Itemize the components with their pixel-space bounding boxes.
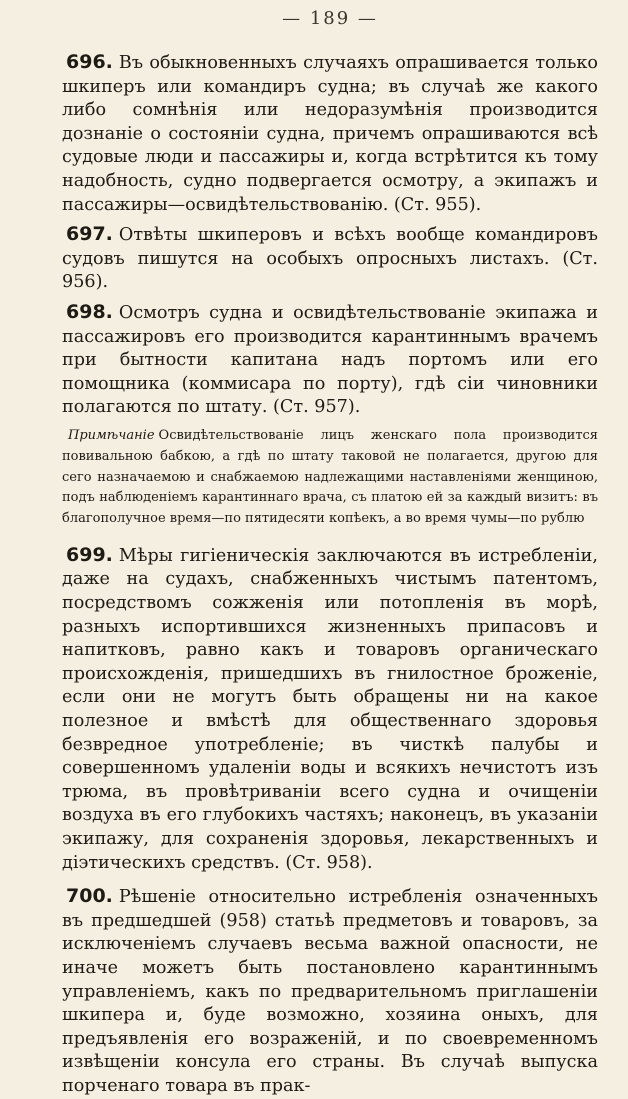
article-number: 699.: [66, 543, 113, 566]
article-number: 696.: [66, 51, 113, 73]
article-number: 700.: [66, 885, 113, 908]
article-text: Отвѣты шкиперовъ и всѣхъ вообще командировъ судовъ пишутся на особыхъ опросныхъ листахъ. (Ст. 956).: [62, 225, 598, 293]
article-700: [62, 885, 598, 1098]
article-699: [62, 544, 598, 875]
note-text: Освидѣтельствованіе лицъ женскаго пола производится повивальною бабкою, а гдѣ по штату таковой не полагается, другою для сего назначаемою и снабжаемою надлежащими наставленіями женщиною, подъ наблюденіемъ карантиннаго врача, съ платою ей за каждый визитъ: въ благополучное время—по пятидесяти копѣекъ, а во время чумы—по рублю: [62, 427, 598, 527]
article-696: [62, 51, 598, 217]
article-text: Осмотръ судна и освидѣтельствованіе экипажа и пассажировъ его производится карантиннымъ врачемъ при бытности капитана надъ портомъ или его помощника (коммисара по порту), гдѣ сіи чиновники полагаются по штату. (Ст. 957).: [62, 302, 598, 418]
page-number: — 189 —: [282, 8, 378, 29]
article-number: 698.: [66, 300, 113, 323]
article-698: [62, 301, 598, 420]
article-note: [62, 426, 598, 530]
article-text: Рѣшеніе относительно истребленія означенныхъ въ предшедшей (958) статьѣ предметовъ и товаровъ, за исключеніемъ случаевъ весьма важной опасности, не иначе можетъ быть постановлено карантиннымъ управленіемъ, какъ по предварительномъ приглашеніи шкипера и, буде возможно, хозяина оныхъ, для предъявленія его возраженій, и по своевременномъ извѣщеніи консула его страны. Въ случаѣ выпуска порченаго товара въ прак-: [62, 887, 598, 1096]
article-text: Мѣры гигіеническія заключаются въ истребленіи, даже на судахъ, снабженныхъ чистымъ патентомъ, посредствомъ сожженія или потопленія въ морѣ, разныхъ испортившихся жизненныхъ припасовъ и напитковъ, равно какъ и товаровъ органическаго происхожденія, пришедшихъ въ гнилостное броженіе, если они не могутъ быть обращены ни на какое полезное и вмѣстѣ для общественнаго здоровья безвредное употребленіе; въ чисткѣ палубы и совершенномъ удаленіи воды и всякихъ нечистотъ изъ трюма, въ провѣтриваніи всего судна и очищеніи воздуха въ его глубокихъ частяхъ; наконецъ, въ указаніи экипажу, для сохраненія здоровья, лекарственныхъ и діэтическихъ средствъ. (Ст. 958).: [62, 545, 598, 873]
article-697: [62, 223, 598, 295]
note-label: Примѣчаніе: [68, 427, 155, 443]
article-number: 697.: [66, 223, 113, 246]
article-text: Въ обыкновенныхъ случаяхъ опрашивается только шкиперъ или командиръ судна; въ случаѣ же какого либо сомнѣнія или недоразумѣнія производится дознаніе о состояніи судна, причемъ опрашиваются всѣ судовые люди и пассажиры и, когда встрѣтится къ тому надобность, судно подвергается осмотру, а экипажъ и пассажиры—освидѣтельствованію. (Ст. 955).: [62, 53, 598, 215]
